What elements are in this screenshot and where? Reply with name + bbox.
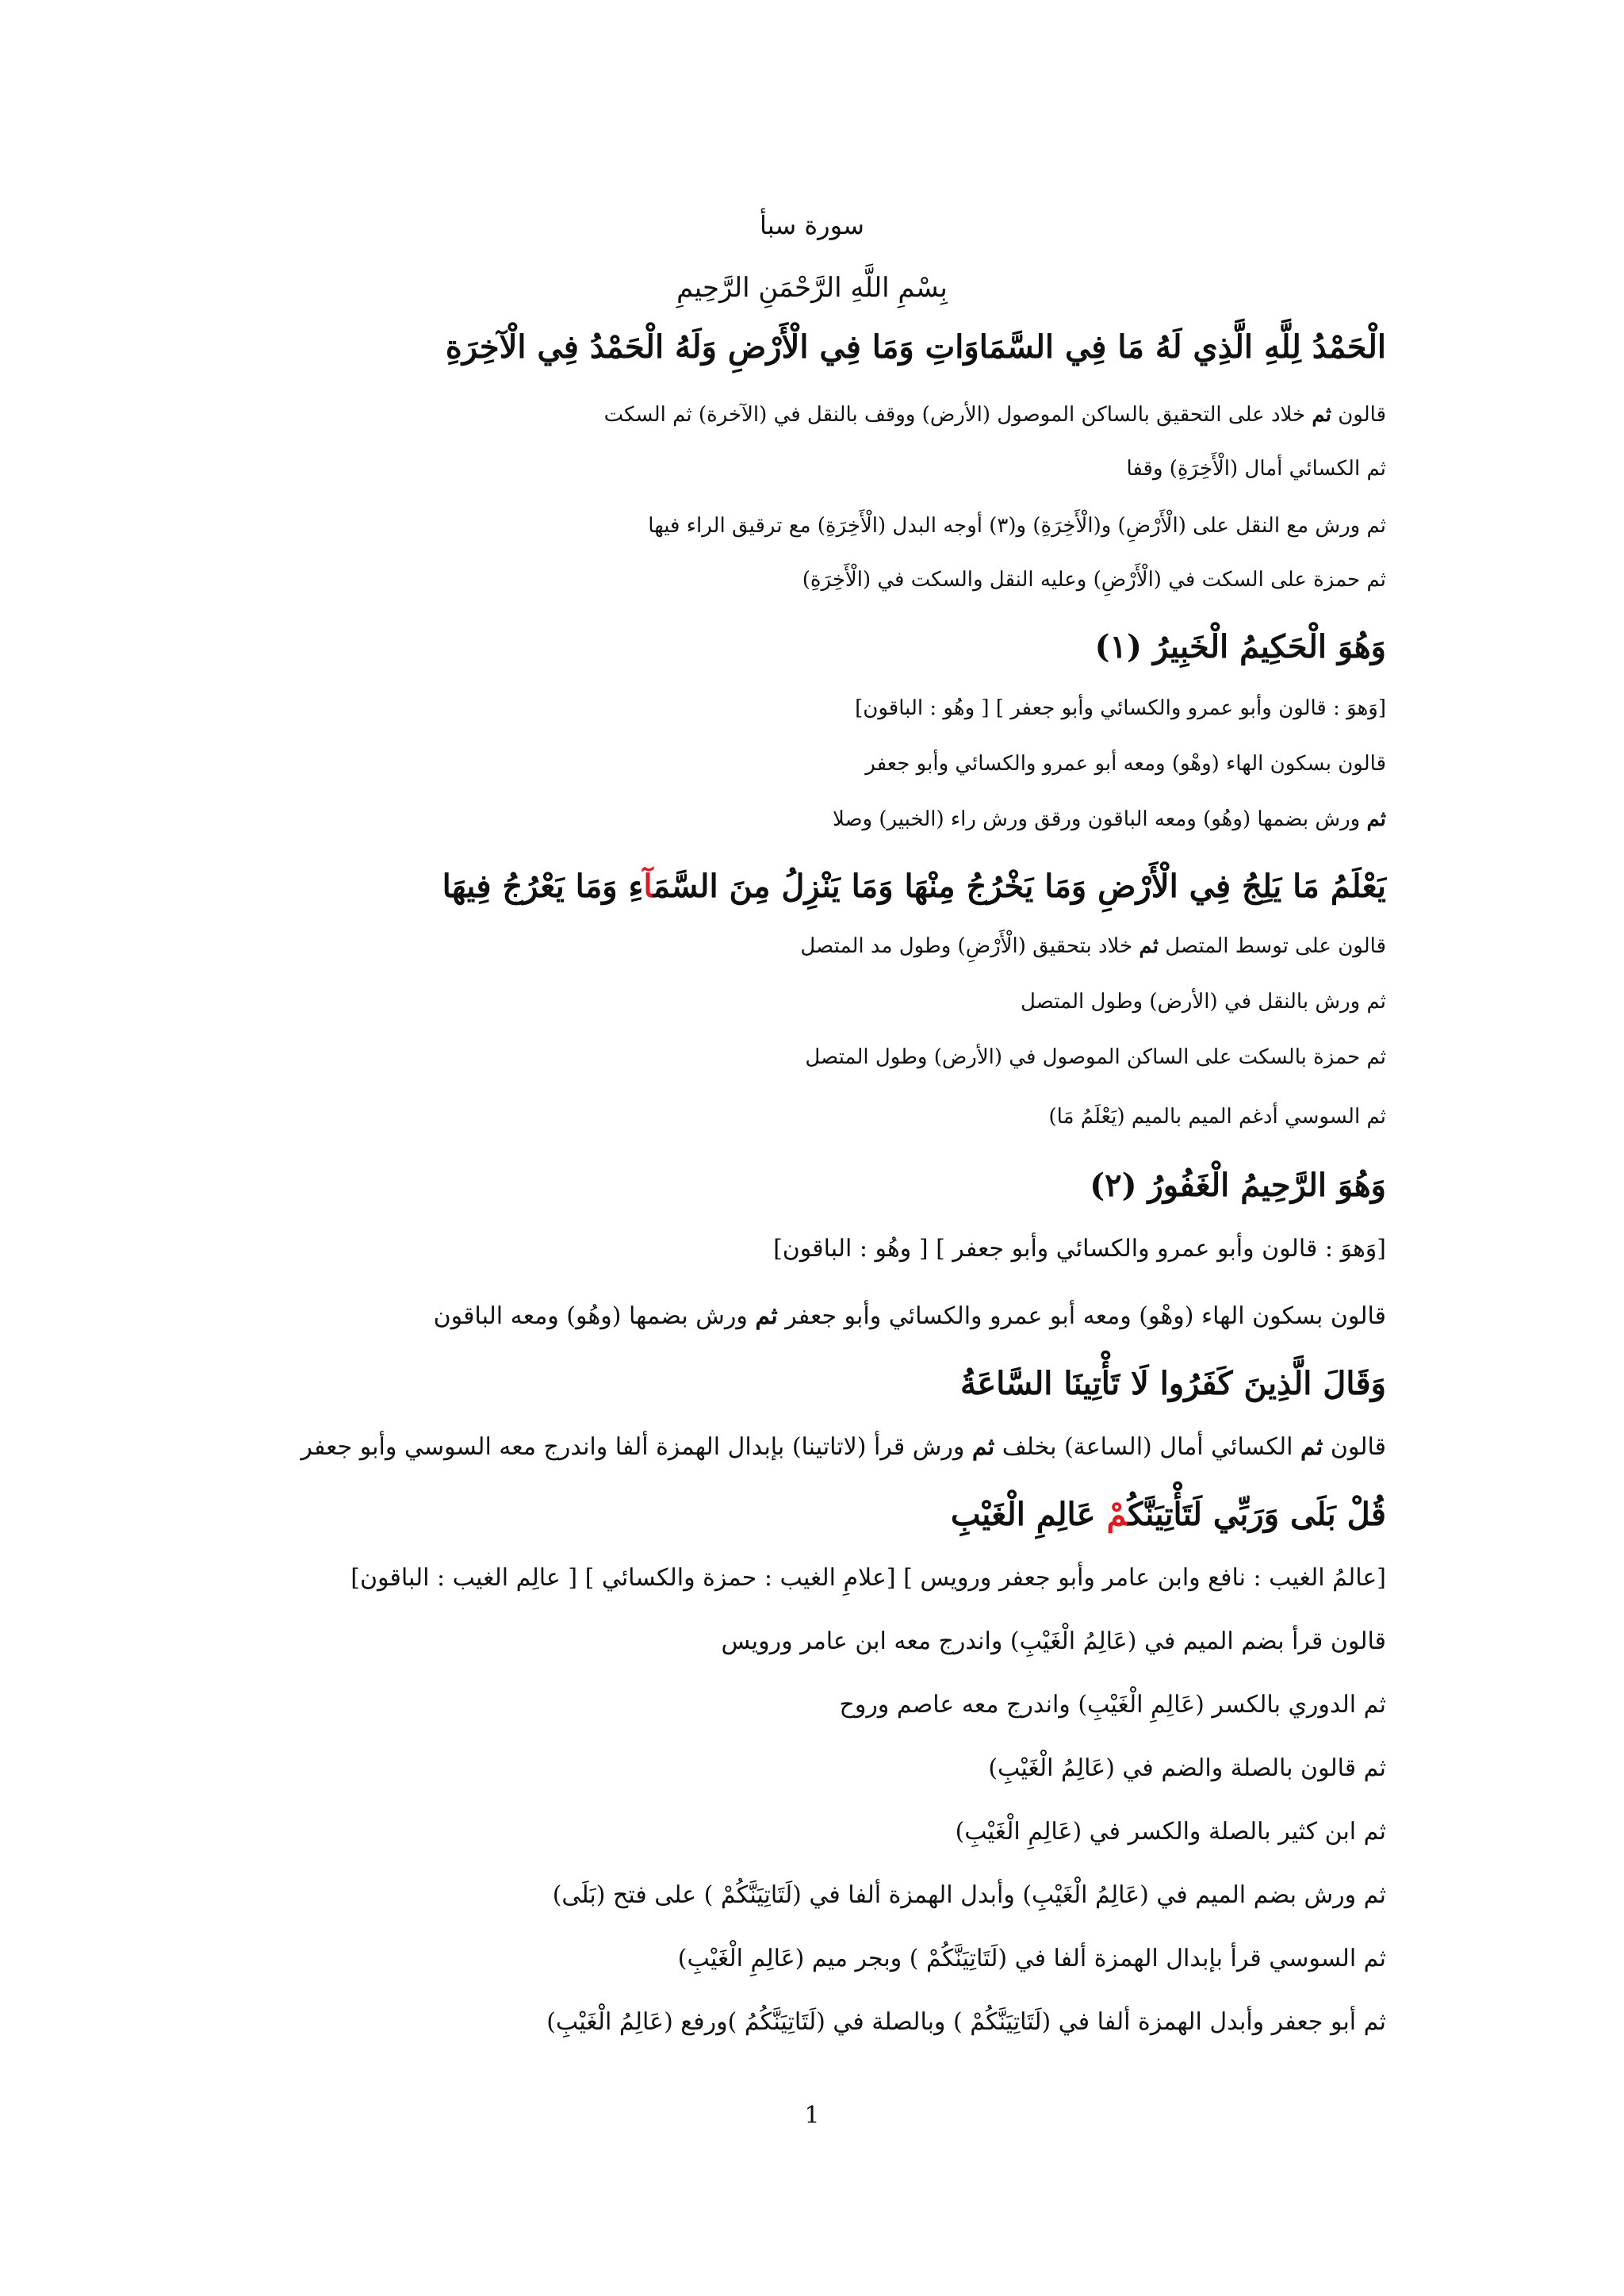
verse-line [238,1496,1386,1533]
line-text: ثم ورش مع النقل على (الْأَرْضِ) و(الْأَخِرَةِ) و(٣) أوجه البدل (الْأَخِرَةِ) مع ترقيق الراء فيها [648,514,1386,538]
line-text: قُلْ بَلَى وَرَبِّي لَتَأْتِيَنَّكُ [1128,1496,1386,1533]
line-text: عَالِمِ الْغَيْبِ [950,1496,1107,1533]
line-text: [وَهوَ : قالون وأبو عمرو والكسائي وأبو جعفر ] [ وهُو : الباقون] [773,1235,1386,1263]
note-line [238,1693,1386,1717]
note-line [238,1627,1386,1655]
line-text: ثم الدوري بالكسر (عَالِمِ الْغَيْبِ) واندرج معه عاصم وروح [839,1691,1386,1719]
highlight-text: مْ [1106,1496,1128,1533]
line-text: ثم حمزة بالسكت على الساكن الموصول في (الأرض) وطول المتصل [805,1045,1386,1069]
note-line [238,698,1386,719]
note-line [238,1754,1386,1782]
line-text: ورش بضمها (وهُو) ومعه الباقون ورقق ورش راء (الخبير) وصلا [832,807,1367,831]
note-line [238,1302,1386,1330]
line-text: ثم الكسائي أمال (الْأَخِرَةِ) وقفا [1126,457,1386,481]
line-text: ورش بضمها (وهُو) ومعه الباقون [433,1302,756,1330]
page-number: 1 [804,2102,820,2129]
verse-line [238,1167,1386,1204]
highlight-text: آ [643,868,653,905]
line-text: يَعْلَمُ مَا يَلِجُ فِي الْأَرْضِ وَمَا يَخْرُجُ مِنْهَا وَمَا يَنْزِلُ مِنَ السَّمَ [653,868,1386,905]
line-text: قالون [1331,403,1386,427]
note-line [238,936,1386,956]
note-line [238,1820,1386,1844]
line-text: ثم السوسي قرأ بإبدال الهمزة ألفا في (لَتَاتِيَنَّكُمْ ) وبجر ميم (عَالِمِ الْغَيْبِ) [677,1945,1386,1972]
line-text: قالون بسكون الهاء (وهْو) ومعه أبو عمرو والكسائي وأبو جعفر [865,752,1386,776]
line-text: [وَهوَ : قالون وأبو عمرو والكسائي وأبو جعفر ] [ وهُو : الباقون] [855,696,1386,720]
note-line [238,809,1386,830]
line-text: ثم ورش بضم الميم في (عَالِمُ الْغَيْبِ) وأبدل الهمزة ألفا في (لَتَاتِيَنَّكُمْ ) على فتح (بَلَى) [552,1881,1386,1909]
line-text: وَقَالَ الَّذِينَ كَفَرُوا لَا تَأْتِينَا السَّاعَةُ [959,1365,1386,1402]
note-line [238,404,1386,425]
verse-line [238,1365,1386,1402]
line-text: ثم ورش بالنقل في (الأرض) وطول المتصل [1020,990,1386,1014]
line-text: خلاد على التحقيق بالساكن الموصول (الأرض) ووقف بالنقل في (الآخرة) ثم السكت [603,403,1312,427]
line-text: الكسائي أمال (الساعة) بخلف [994,1433,1300,1461]
line-text: ثم حمزة على السكت في (الْأَرْضِ) وعليه النقل والسكت في (الْأَخِرَةِ) [802,568,1386,592]
line-text: ءِ وَمَا يَعْرُجُ فِيهَا [442,868,644,905]
verse-line [238,628,1386,665]
note-line [238,516,1386,536]
note-line [238,569,1386,590]
line-text: وَهُوَ الرَّحِيمُ الْغَفُورُ (٢) [1090,1167,1386,1204]
line-text: ثم أبو جعفر وأبدل الهمزة ألفا في (لَتَاتِيَنَّكُمْ ) وبالصلة في (لَتَاتِيَنَّكُمُ )ورفع (عَالِمُ الْغَيْبِ) [546,2008,1386,2036]
note-line [238,458,1386,479]
bold-text: ثم [1300,1433,1323,1461]
line-text: قالون على توسط المتصل [1158,934,1386,958]
line-text: [عالمُ الغيب : نافع وابن عامر وأبو جعفر ورويس ] [علامِ الغيب : حمزة والكسائي ] [ عالِم الغيب : الباقون] [350,1564,1386,1592]
bold-text: ثم [755,1302,778,1330]
basmala: بِسْمِ اللَّهِ الرَّحْمَنِ الرَّحِيمِ [676,272,948,304]
bold-text: ثم [971,1433,995,1461]
line-text: قالون بسكون الهاء (وهْو) ومعه أبو عمرو والكسائي وأبو جعفر [777,1302,1386,1330]
line-text: ثم قالون بالصلة والضم في (عَالِمُ الْغَيْبِ) [988,1754,1386,1782]
line-text: ثم ابن كثير بالصلة والكسر في (عَالِمِ الْغَيْبِ) [955,1818,1386,1846]
note-line [238,1106,1386,1127]
line-text: ورش قرأ (لاتاتينا) بإبدال الهمزة ألفا واندرج معه السوسي وأبو جعفر [301,1433,972,1461]
note-line [238,753,1386,774]
bold-text: ثم [1139,934,1159,958]
line-text: قالون قرأ بضم الميم في (عَالِمُ الْغَيْبِ) واندرج معه ابن عامر ورويس [721,1627,1386,1655]
note-line [238,1881,1386,1909]
note-line [238,1435,1386,1459]
line-text: الْحَمْدُ لِلَّهِ الَّذِي لَهُ مَا فِي السَّمَاوَاتِ وَمَا فِي الْأَرْضِ وَلَهُ الْحَمْدُ فِي الْآخِرَةِ [445,328,1386,366]
note-line [238,2010,1386,2034]
bold-text: ثم [1366,807,1386,831]
line-text: وَهُوَ الْحَكِيمُ الْخَبِيرُ (١) [1094,628,1386,665]
note-line [238,991,1386,1012]
line-text: قالون [1323,1433,1386,1461]
note-line [238,1566,1386,1590]
note-line [238,1047,1386,1068]
verse-line [238,328,1386,366]
surah-title: سورة سبأ [760,210,864,240]
line-text: ثم السوسي أدغم الميم بالميم (يَعْلَمُ مَا) [1048,1105,1386,1129]
note-line [238,1237,1386,1261]
line-text: خلاد بتحقيق (الْأَرْضِ) وطول مد المتصل [800,934,1139,958]
bold-text: ثم [1312,403,1331,427]
verse-line [238,868,1386,905]
note-line [238,1947,1386,1971]
